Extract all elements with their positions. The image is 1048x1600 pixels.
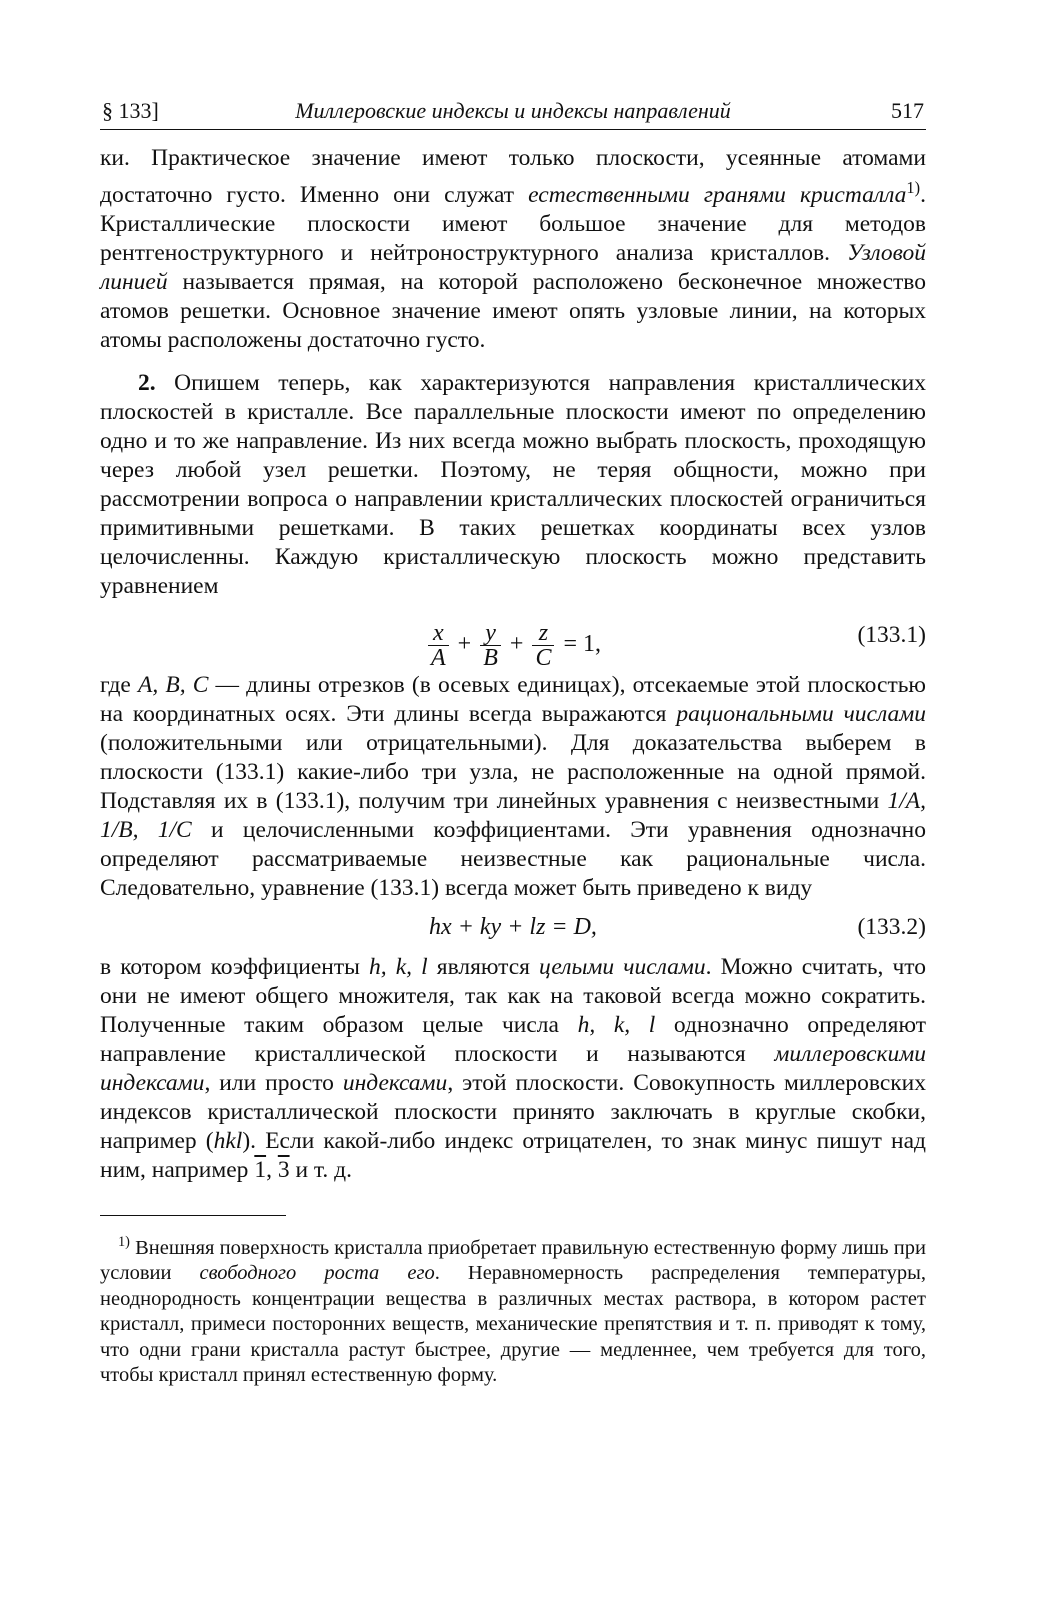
- paragraph-4: [100, 953, 926, 1185]
- body-text: [100, 144, 926, 1185]
- text-run: . Кристаллические плоскости имеют большое значение для методов рентгеноструктурного и нейтроноструктурного анализа кристаллов.: [100, 181, 926, 266]
- overlined-index: 1: [254, 1156, 267, 1183]
- math-reciprocals: 1/A, 1/B, 1/C: [100, 787, 926, 843]
- footnote-text: [100, 1230, 926, 1389]
- footnote-reference[interactable]: 1): [906, 178, 921, 197]
- fraction-y-over-B: [480, 621, 501, 670]
- math-variables: A, B, C: [138, 671, 209, 698]
- equation-number: (133.2): [857, 913, 926, 940]
- emphasis-nodal-line: Узловой линией: [100, 239, 926, 295]
- page-number: 517: [891, 98, 924, 123]
- equation-133-2: [100, 907, 926, 949]
- text-run: ). Если какой-либо индекс отрицателен, то знак минус пишут над ним, например: [100, 1127, 926, 1183]
- math-variables: hkl: [213, 1127, 243, 1154]
- math-variables: h, k, l: [369, 953, 428, 980]
- text-run: в котором коэффициенты: [100, 953, 370, 980]
- denominator: B: [483, 644, 498, 671]
- emphasis-natural-faces: естественными гранями кристалла: [528, 181, 907, 208]
- text-run: являются: [427, 953, 540, 980]
- equation-133-1: [100, 607, 926, 671]
- text-run: (положительными или отрицательными). Для доказательства выберем в плоскости (133.1) какие-либо три узла, не расположенные на одной прямой. Подставляя их в (133.1), получим три линейных уравнения с неизвестными: [100, 729, 926, 814]
- item-number: 2.: [138, 369, 156, 396]
- plus-sign: +: [509, 630, 524, 657]
- text-run: . Можно считать, что они не имеют общего множителя, так как на таковой всегда можно сократить. Полученные таким образом целые числа: [100, 953, 926, 1038]
- emphasis-miller-indices: миллеровскими индексами: [100, 1040, 926, 1096]
- text-run: Опишем теперь, как характеризуются направления кристаллических плоскостей в кристалле. Все параллельные плоскости имеют по определению одно и то же направление. Из них всегда можно выбрать плоскость, проходящую через любой узел решетки. Поэтому, не теряя общности, можно при рассмотрении вопроса о направлении кристаллических плоскостей ограничиться примитивными решетками. В таких решетках координаты всех узлов целочисленны. Каждую кристаллическую плоскость можно представить уравнением: [100, 369, 926, 599]
- emphasis-indices: индексами: [342, 1069, 448, 1096]
- running-header: [100, 92, 926, 130]
- numerator: y: [480, 621, 501, 646]
- numerator: z: [532, 621, 554, 646]
- paragraph-3: [100, 671, 926, 903]
- denominator: C: [535, 644, 552, 671]
- fraction-x-over-A: [428, 621, 449, 670]
- text-run: , этой плоскости. Совокупность миллеровских индексов кристаллической плоскости принято заключать в круглые скобки, например (: [100, 1069, 926, 1154]
- text-run: — длины отрезков (в осевых единицах), отсекаемые этой плоскостью на координатных осях. Эти длины всегда выражаются: [100, 671, 926, 727]
- text-run: и т. д.: [289, 1156, 352, 1183]
- emphasis-rational-numbers: рациональными числами: [676, 700, 926, 727]
- footnote-marker: 1): [118, 1233, 130, 1250]
- text-run: ,: [266, 1156, 278, 1183]
- header-rule: [100, 129, 926, 130]
- math-variables: h, k, l: [577, 1011, 656, 1038]
- numerator: x: [428, 621, 449, 646]
- running-title: Миллеровские индексы и индексы направлений: [295, 98, 731, 123]
- text-run: , или просто: [204, 1069, 343, 1096]
- text-run: ки. Практическое значение имеют только плоскости, усеянные атомами достаточно густо. Именно они служат: [100, 145, 926, 208]
- plus-sign: +: [457, 630, 472, 657]
- footnote: [100, 1230, 926, 1389]
- paragraph-2: [100, 369, 926, 601]
- text-run: где: [100, 671, 138, 698]
- equation-formula: [100, 621, 926, 670]
- equation-formula: [100, 913, 926, 942]
- fraction-z-over-C: [532, 621, 554, 670]
- footnote-rule: [100, 1215, 286, 1216]
- equation-expression: hx + ky + lz = D,: [429, 913, 597, 940]
- overlined-index: 3: [277, 1156, 290, 1183]
- text-run: однозначно определяют направление кристаллической плоскости и называются: [100, 1011, 926, 1067]
- equation-number: (133.1): [857, 621, 926, 648]
- page: [100, 92, 926, 1389]
- text-run: и целочисленными коэффициентами. Эти уравнения однозначно определяют рассматриваемые неизвестные как рациональные числа. Следовательно, уравнение (133.1) всегда может быть приведено к виду: [100, 816, 926, 901]
- emphasis-free-growth: свободного роста его: [199, 1262, 435, 1285]
- equation-rhs: = 1,: [563, 630, 601, 657]
- denominator: A: [431, 644, 446, 671]
- text-run: Внешняя поверхность кристалла приобретает правильную естественную форму лишь при условии: [100, 1236, 926, 1285]
- text-run: называется прямая, на которой расположено бесконечное множество атомов решетки. Основное значение имеют опять узловые линии, на которых атомы расположены достаточно густо.: [100, 268, 926, 353]
- text-run: . Неравномерность распределения температуры, неоднородность концентрации вещества в различных местах раствора, в котором растет кристалл, примеси посторонних веществ, механические препятствия и т. п. приводят к тому, что одни грани кристалла растут быстрее, другие — медленнее, чем требуется для того, чтобы кристалл принял естественную форму.: [100, 1262, 927, 1387]
- section-number: § 133]: [102, 98, 159, 123]
- emphasis-integers: целыми числами: [539, 953, 706, 980]
- paragraph-1: [100, 144, 926, 355]
